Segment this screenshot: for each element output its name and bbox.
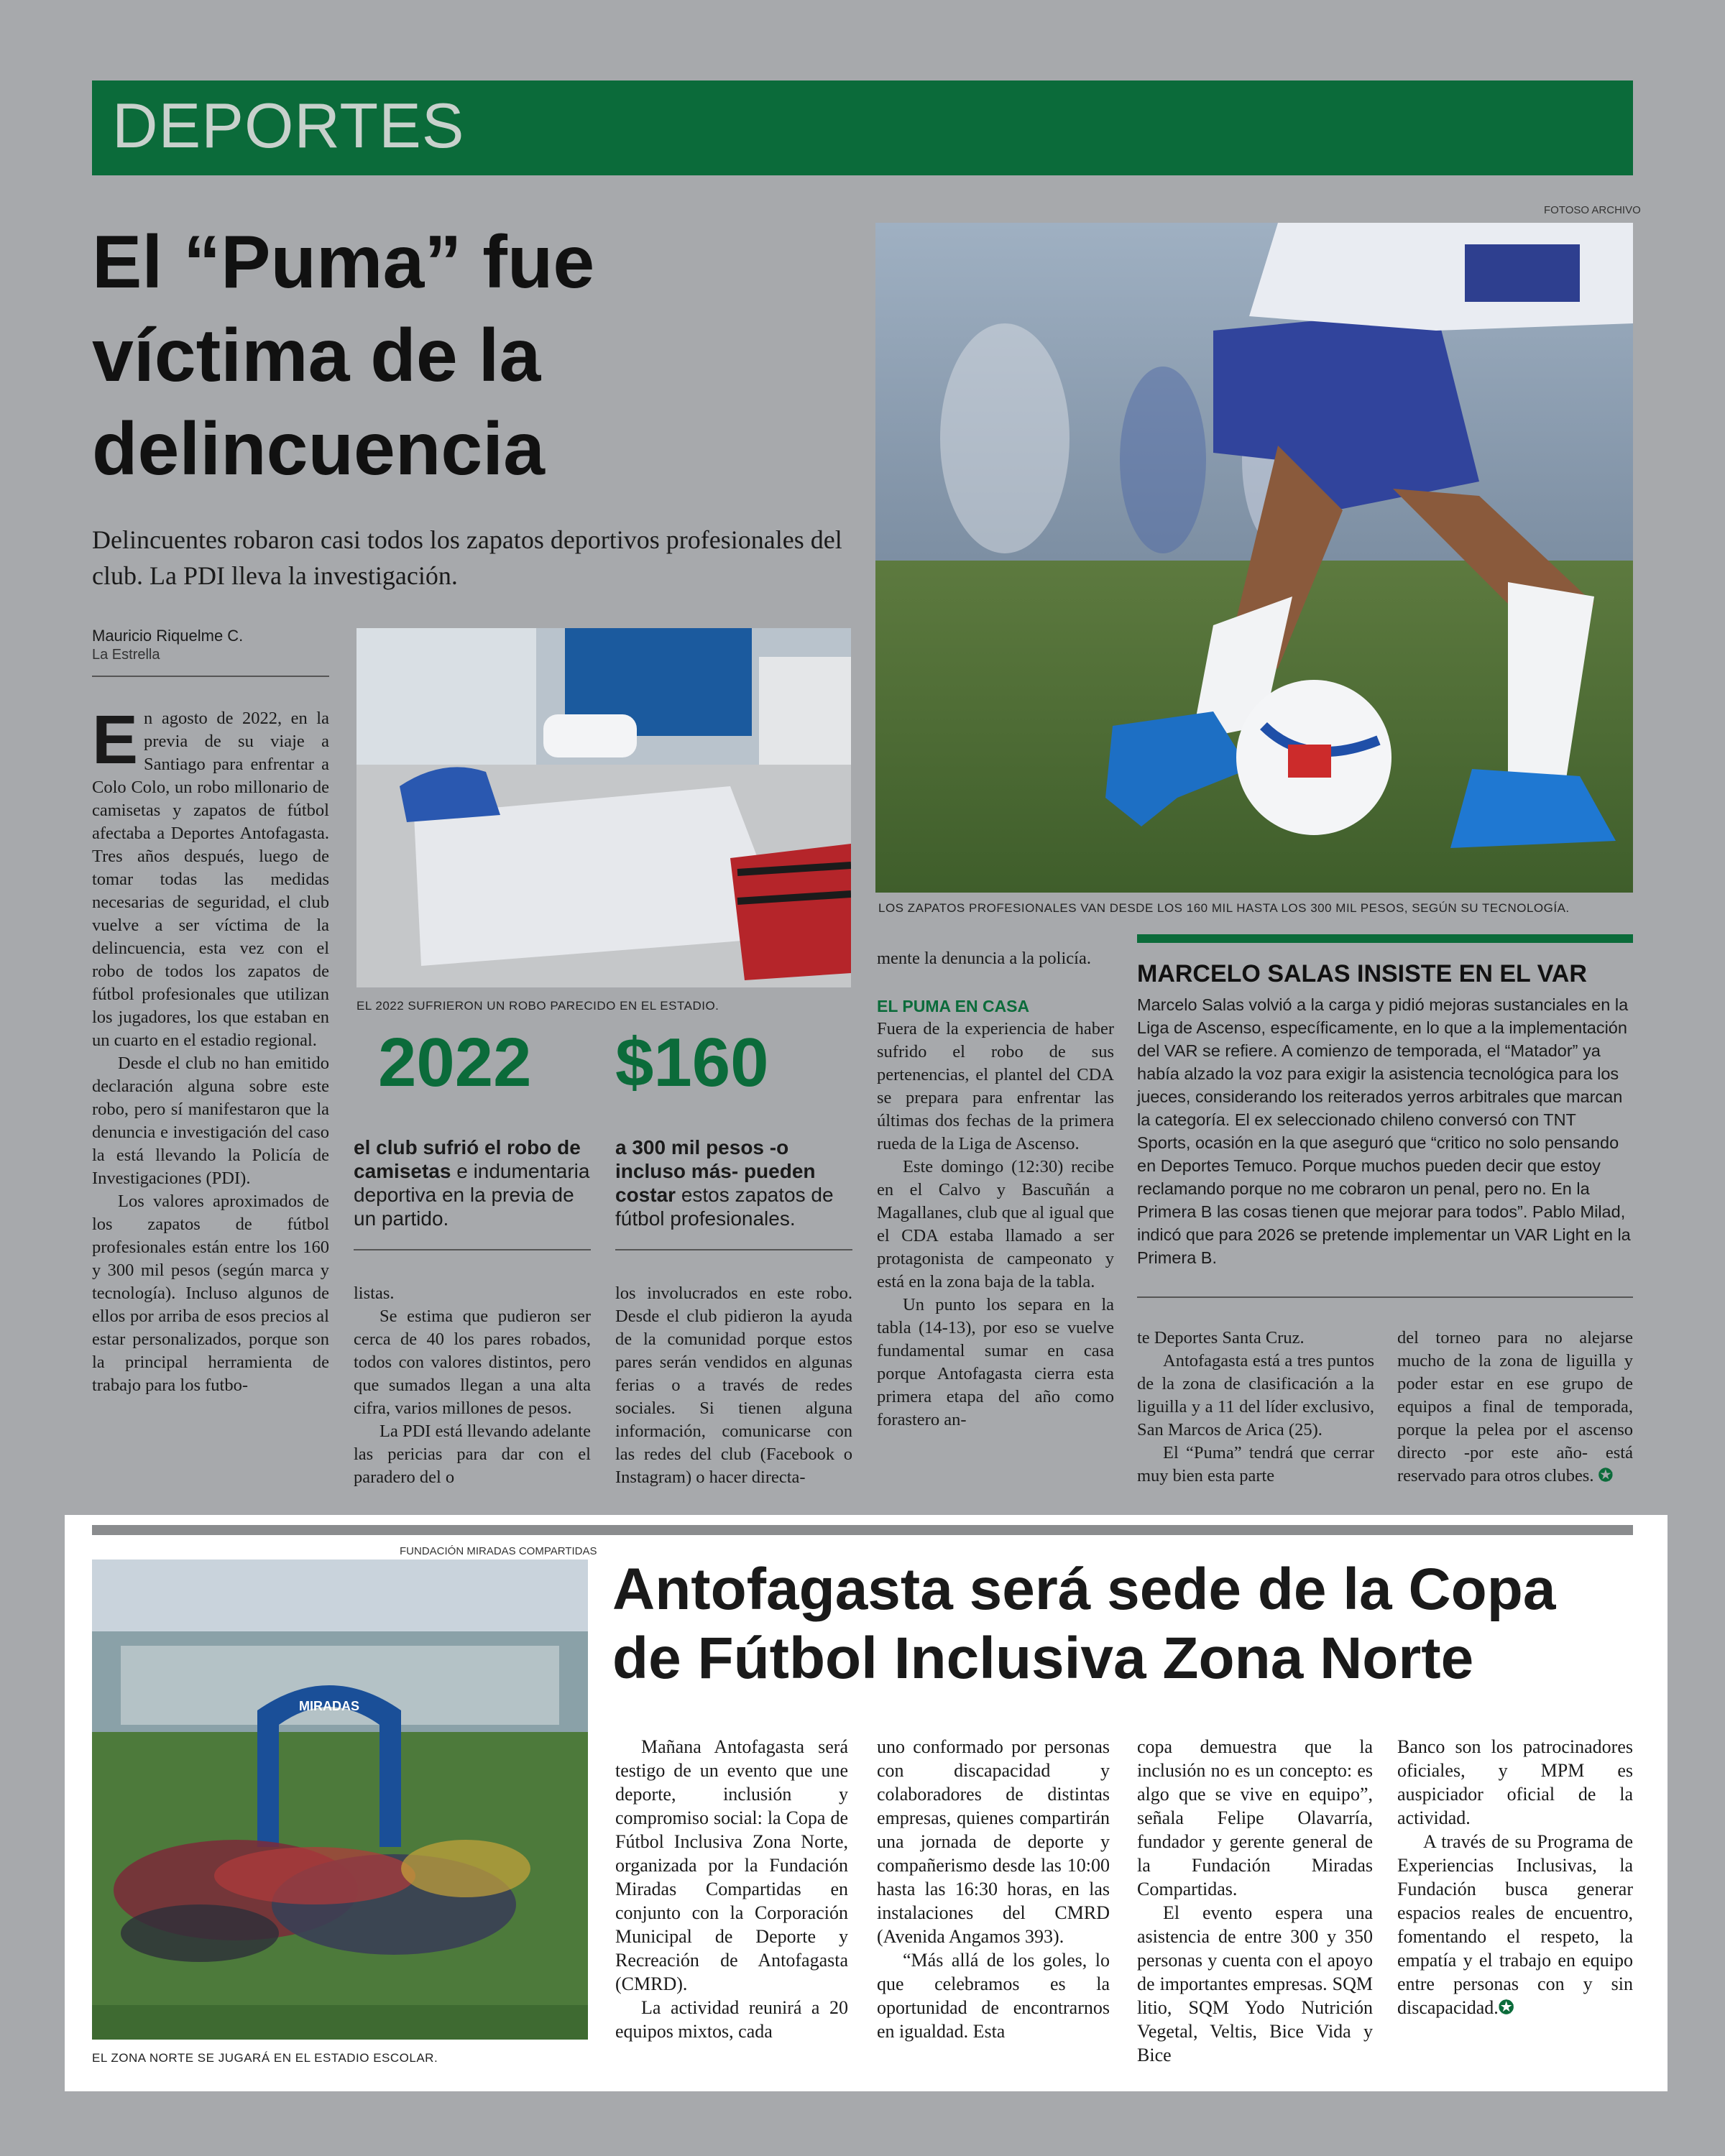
locker-room-image — [356, 628, 851, 987]
photo-credit: FOTOSO ARCHIVO — [1544, 204, 1641, 216]
small-photo-caption: EL 2022 SUFRIERON UN ROBO PARECIDO EN EL ESTADIO. — [356, 999, 719, 1013]
subhead: Delincuentes robaron casi todos los zapatos deportivos profesionales del club. La PDI lleva la investigación. — [92, 525, 842, 590]
stat-1-rule — [354, 1249, 591, 1250]
stat-2-rest: estos zapatos de fútbol profesionales. — [615, 1184, 834, 1230]
col2-paragraph-1: listas. — [354, 1284, 395, 1303]
second-photo-credit: FUNDACIÓN MIRADAS COMPARTIDAS — [400, 1545, 597, 1557]
stat-2-bold: a 300 mil pesos -o incluso más- pueden costar — [615, 1136, 816, 1206]
stat-2-rule — [615, 1249, 852, 1250]
stat-1-rest: e indumentaria deportiva en la previa de un partido. — [354, 1160, 590, 1230]
page-title: El “Puma” fue víctima de la delincuencia — [92, 221, 595, 491]
col4-subhead: EL PUMA EN CASA — [877, 997, 1030, 1015]
col4-paragraph-2: Fuera de la experiencia de haber sufrido el robo de sus pertenencias, el plantel del CDA se prepara para enfrentar las últimas dos fechas de la primera rueda de la Liga de Ascenso. — [877, 1019, 1114, 1153]
section-label: DEPORTES — [112, 90, 465, 161]
stat-1-bold: el club sufrió el robo de camisetas — [354, 1136, 581, 1182]
soccer-kick-image — [875, 223, 1633, 893]
sidebar-bottom-rule — [1137, 1296, 1633, 1298]
byline-name: Mauricio Riquelme C. — [92, 627, 244, 645]
article-column-3 — [615, 1282, 852, 1519]
article-column-1 — [92, 707, 329, 1519]
col4-paragraph-4: Un punto los separa en la tabla (14-13), por eso se vuelve fundamental sumar en casa porque Antofagasta cierra esta primera etapa del año como forastero an- — [877, 1295, 1114, 1429]
second-photo — [92, 1560, 588, 2040]
second-column-4 — [1397, 1735, 1633, 2073]
second-column-2 — [877, 1735, 1110, 2073]
article-column-6 — [1397, 1327, 1633, 1519]
stadium-crowd-image — [92, 1560, 588, 2040]
second-col4-paragraph-1: Banco son los patrocinadores oficiales, y MPM es auspiciador oficial de la actividad. — [1397, 1736, 1633, 1828]
col4-paragraph-3: Este domingo (12:30) recibe en el Calvo y Bascuñán a Magallanes, club que al igual que el CDA estaba llamado a ser protagonista de campeonato y está en la zona baja de la tabla. — [877, 1157, 1114, 1291]
col1-paragraph-2: Desde el club no han emitido declaración alguna sobre este robo, pero sí manifestaron que la denuncia e investigación del caso la está llevando la Policía de Investigaciones (PDI). — [92, 1054, 329, 1188]
stat-1-text — [354, 1135, 591, 1230]
second-col1-paragraph-1: Mañana Antofagasta será testigo de un evento que une deporte, inclusión y compromiso social: la Copa de Fútbol Inclusiva Zona Norte, organizada por la Fundación Miradas Compartidas en conjunto con la Corporación Municipal de Deporte y Recreación de Antofagasta (CMRD). — [615, 1736, 848, 1994]
second-col4-paragraph-2: A través de su Programa de Experiencias Inclusivas, la Fundación busca generar espacios reales de encuentro, fomentando el respeto, la empatía y el trabajo en equipo entre personas con y sin discapacidad. — [1397, 1831, 1633, 2018]
col5-paragraph-3: El “Puma” tendrá que cerrar muy bien esta parte — [1137, 1443, 1374, 1485]
main-photo-caption: LOS ZAPATOS PROFESIONALES VAN DESDE LOS 160 MIL HASTA LOS 300 MIL PESOS, SEGÚN SU TECNOLOGÍA. — [878, 901, 1570, 915]
col2-paragraph-3: La PDI está llevando adelante las pericias para dar con el paradero del o — [354, 1422, 591, 1487]
col6-paragraph-1: del torneo para no alejarse mucho de la zona de liguilla y poder estar en ese grupo de equipos a final de temporada, porque la pelea por el ascenso directo -por este año- está reservado para otros clubes. — [1397, 1328, 1633, 1485]
second-column-3 — [1137, 1735, 1373, 2073]
second-photo-caption: EL ZONA NORTE SE JUGARÁ EN EL ESTADIO ESCOLAR. — [92, 2051, 438, 2065]
col4-paragraph-1: mente la denuncia a la policía. — [877, 949, 1091, 968]
sidebar-rule — [1137, 934, 1633, 943]
col2-paragraph-2: Se estima que pudieron ser cerca de 40 los pares robados, todos con valores distintos, pero que sumados llegan a una alta cifra, varios millones de pesos. — [354, 1307, 591, 1418]
main-photo — [875, 223, 1633, 893]
col5-paragraph-2: Antofagasta está a tres puntos de la zona de clasificación a la liguilla y a 11 del líder exclusivo, San Marcos de Arica (25). — [1137, 1351, 1374, 1439]
article-column-5 — [1137, 1327, 1374, 1519]
col1-first-paragraph: n agosto de 2022, en la previa de su viaje a Santiago para enfrentar a Colo Colo, un robo millonario de camisetas y zapatos de fútbol afectaba a Deportes Antofagasta. Tres años después, luego de tomar todas las medidas necesarias de seguridad, el club vuelve a ser víctima de la delincuencia, esta vez con el robo de todos los zapatos de fútbol profesionales que utilizan los jugadores, los que estaban en un cuarto en el estadio regional. — [92, 709, 329, 1050]
second-col2-paragraph-1: uno conformado por personas con discapacidad y colaboradores de distintas empresas, quienes compartirán una jornada de deporte y compañerismo desde las 10:00 hasta las 16:30 horas, en las instalaciones del CMRD (Avenida Angamos 393). — [877, 1736, 1110, 1947]
second-col3-paragraph-2: El evento espera una asistencia de entre 300 y 350 personas y cuenta con el apoyo de importantes empresas. SQM litio, SQM Yodo Nutrición Vegetal, Veltis, Bice Vida y Bice — [1137, 1902, 1373, 2065]
stat-1-number: 2022 — [378, 1024, 532, 1101]
stat-2-text — [615, 1135, 852, 1230]
second-column-1 — [615, 1735, 848, 2073]
sidebar-text: Marcelo Salas volvió a la carga y pidió mejoras sustanciales en la Liga de Ascenso, específicamente, en lo que a la implementación del VAR se refiere. A comienzo de temporada, el “Matador” ya había alzado la voz para exigir la asistencia tecnológica para los jueces, considerando los reiterados yerros arbitrales que marcan la categoría. El ex seleccionado chileno conversó con TNT Sports, ocasión en la que aseguró que “critico no solo pensando en Deportes Temuco. Porque muchos pueden decir que estoy reclamando porque no me cobraron un penal, pero no. En la Primera B las cosas tienen que mejorar para todos”. Pablo Milad, indicó que para 2026 se pretende implementar un VAR Light en la Primera B. — [1137, 995, 1631, 1267]
end-mark-icon: ✪ — [1598, 1466, 1614, 1485]
second-col1-paragraph-2: La actividad reunirá a 20 equipos mixtos, cada — [615, 1997, 848, 2042]
article-column-4 — [877, 947, 1114, 1519]
second-article-rule — [92, 1525, 1633, 1535]
second-end-mark-icon: ✪ — [1498, 1997, 1514, 2018]
second-headline: Antofagasta será sede de la Copa de Fútbol Inclusiva Zona Norte — [612, 1557, 1556, 1691]
byline-paper: La Estrella — [92, 647, 160, 663]
article-column-2 — [354, 1282, 591, 1519]
sidebar-title: MARCELO SALAS INSISTE EN EL VAR — [1137, 960, 1587, 987]
stat-2-number: $160 — [615, 1024, 769, 1101]
byline-rule — [92, 676, 329, 677]
small-photo — [356, 628, 851, 987]
drop-cap: E — [92, 707, 139, 778]
second-col2-paragraph-2: “Más allá de los goles, lo que celebramos es la oportunidad de encontrarnos en igualdad. Esta — [877, 1950, 1110, 2042]
second-col3-paragraph-1: copa demuestra que la inclusión no es un concepto: es algo que se vive en equipo”, señala Felipe Olavarría, fundador y gerente general de la Fundación Miradas Compartidas. — [1137, 1736, 1373, 1899]
col5-paragraph-1: te Deportes Santa Cruz. — [1137, 1328, 1305, 1348]
col1-paragraph-3: Los valores aproximados de los zapatos de fútbol profesionales están entre los 160 y 300 mil pesos (según marca y tecnología). Incluso algunos de ellos por arriba de esos precios al estar personalizados, porque son la principal herramienta de trabajo para los futbo- — [92, 1192, 329, 1395]
col3-paragraph-1: los involucrados en este robo. Desde el club pidieron la ayuda de la comunidad porque estos pares serán vendidos en algunas ferias o a través de redes sociales. Si tienen alguna información, comunicarse con las redes del club (Facebook o Instagram) o hacer directa- — [615, 1284, 852, 1487]
arch-text: MIRADAS — [299, 1699, 359, 1713]
